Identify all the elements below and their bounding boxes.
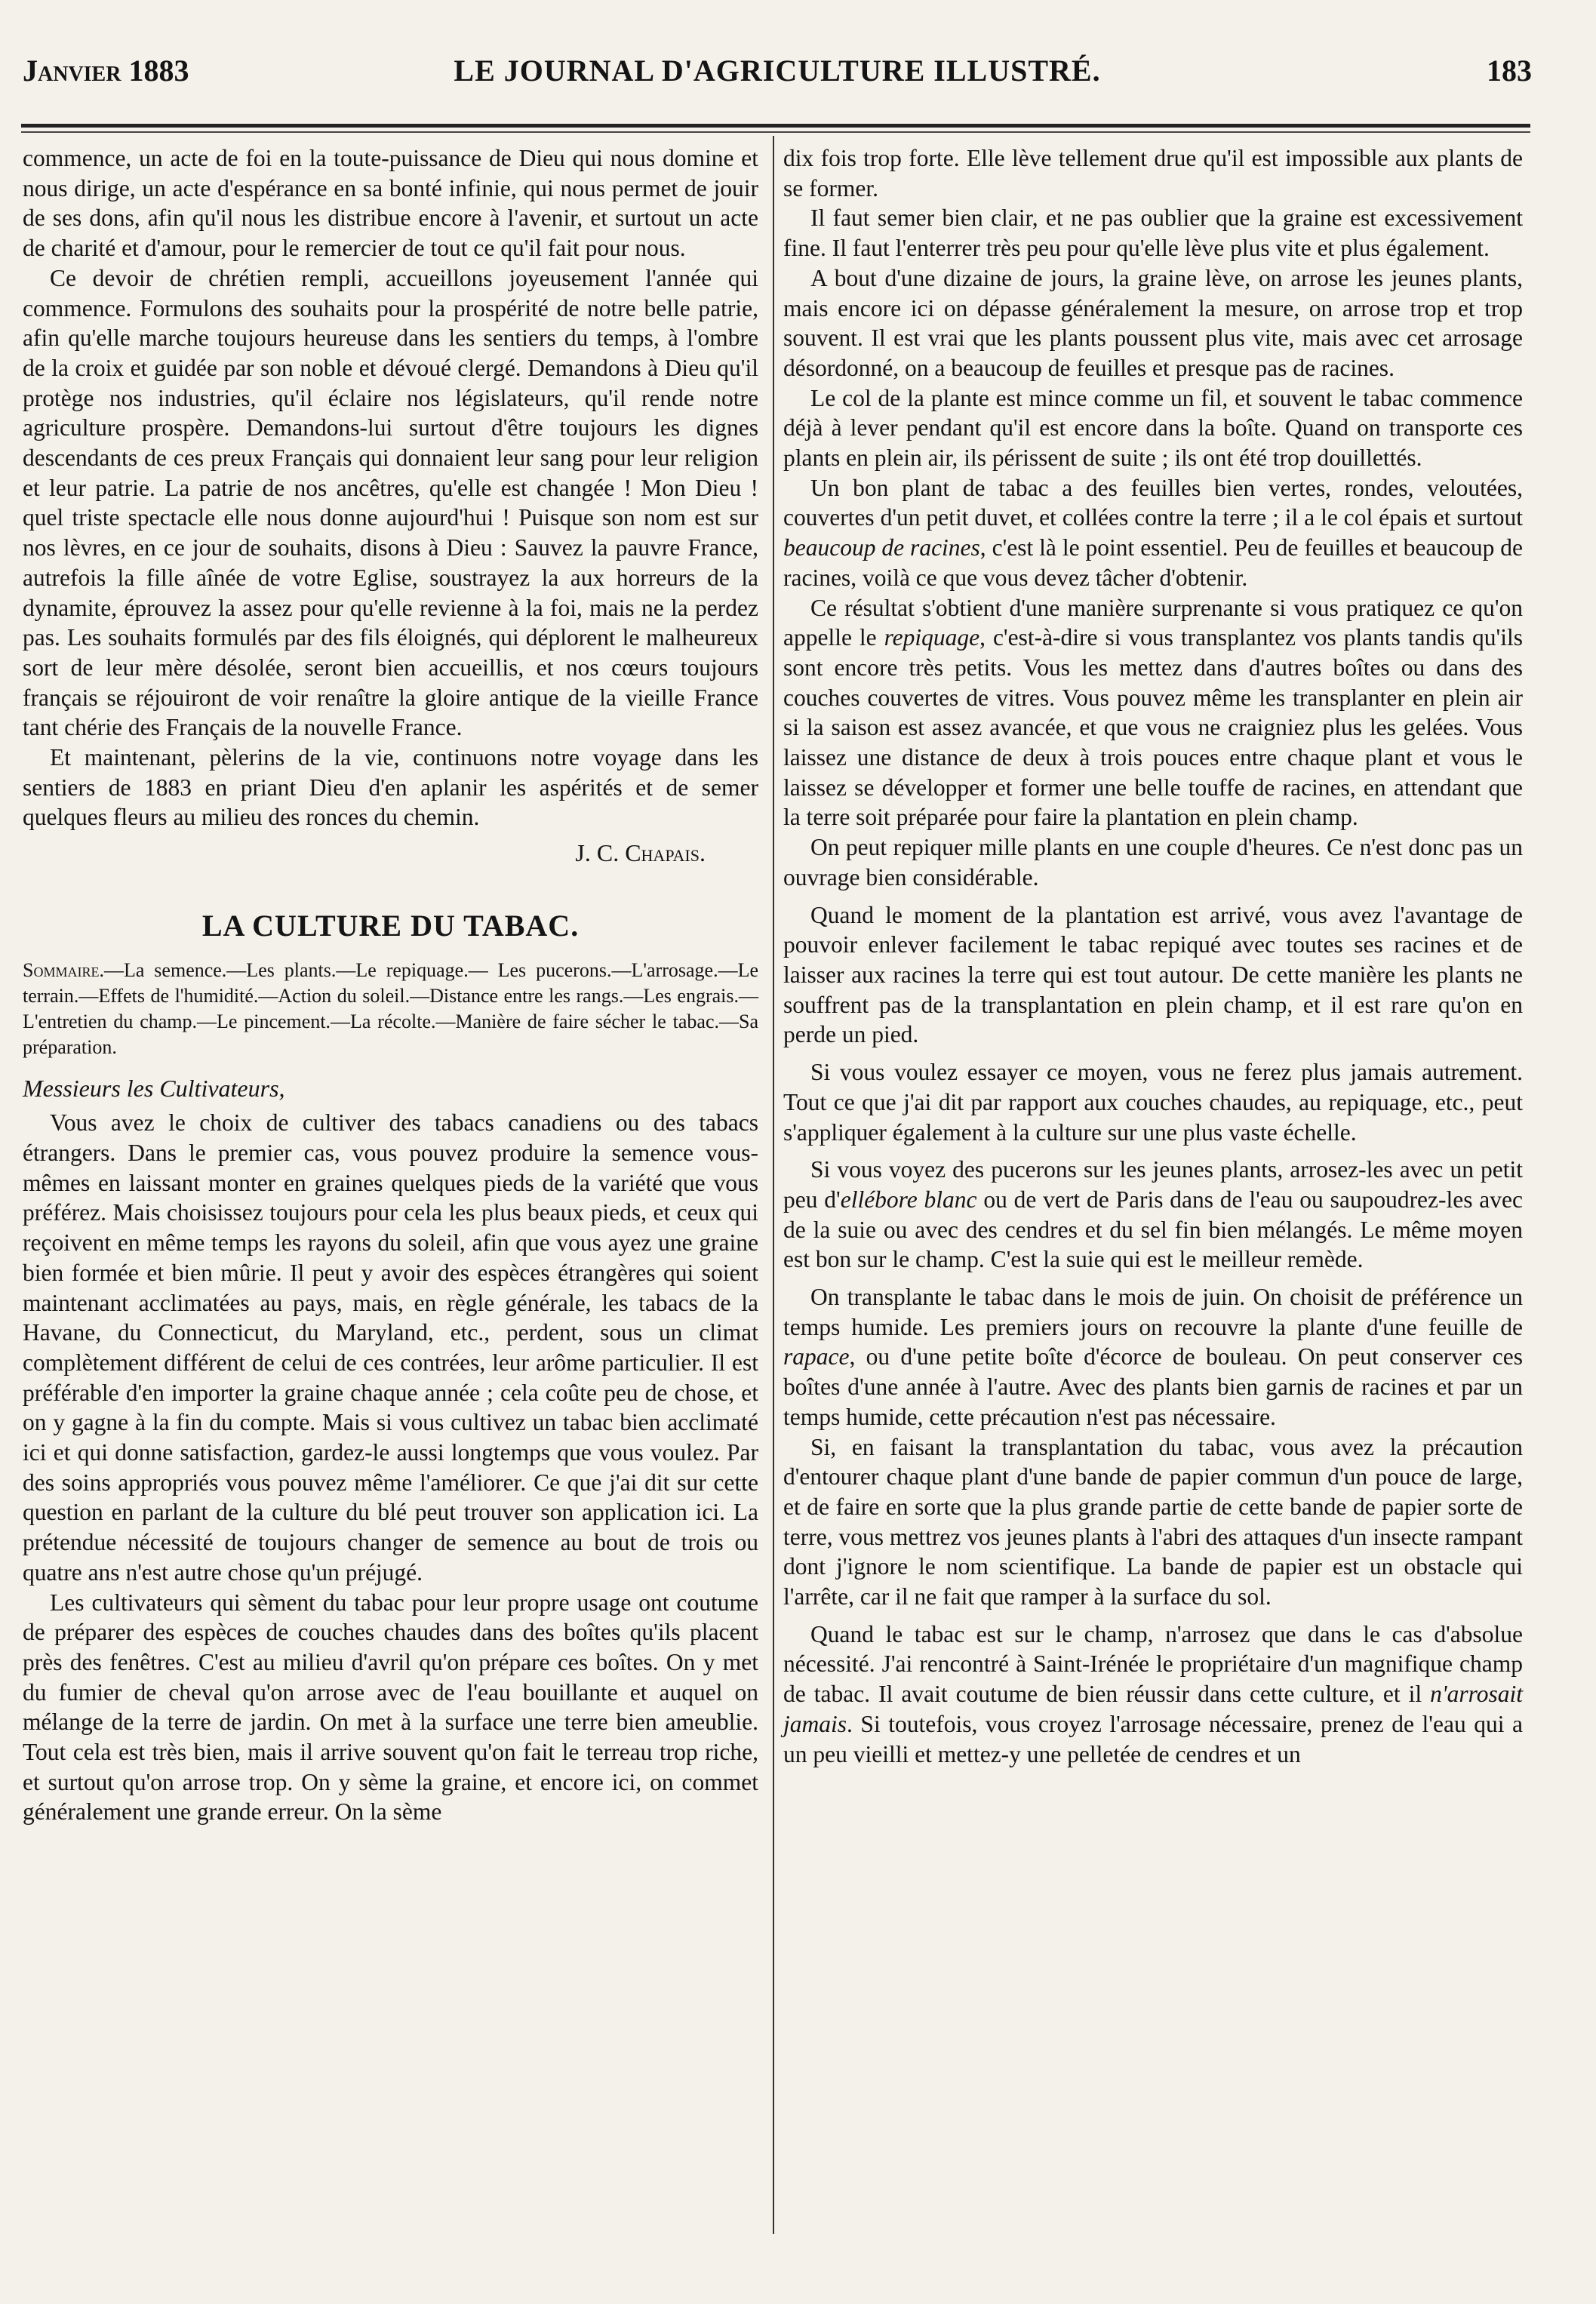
journal-title: LE JOURNAL D'AGRICULTURE ILLUSTRÉ. — [454, 54, 1101, 88]
emphasis: ellébore blanc — [840, 1186, 977, 1213]
header-rule-thin — [21, 131, 1530, 133]
paragraph — [783, 1155, 1523, 1275]
paragraph: Vous avez le choix de cultiver des tabacs canadiens ou des tabacs étrangers. Dans le premier cas, vous pouvez produire la semence vous-mêmes en laissant monter en graines quelques pieds de la variété que vous préférez. Mais choisissez toujours pour cela les plus beaux pieds, et ceux qui reçoivent en même temps les rayons du soleil, afin que vous ayez une graine bien formée et bien mûrie. Il peut y avoir des espèces étrangères qui soient maintenant acclimatées au pays, mais, en règle générale, les tabacs de la Havane, du Connecticut, du Maryland, etc., perdent, sous un climat complètement différent de celui de ces contrées, leur arôme particulier. Il est préférable d'en importer la graine chaque année ; cela coûte peu de chose, et on y gagne à la fin du compte. Mais si vous cultivez un tabac bien acclimaté ici et qui donne satisfaction, gardez-le aussi longtemps que vous voulez. Par des soins appropriés vous pouvez même l'améliorer. Ce que j'ai dit sur cette question en parlant de la culture du blé peut trouver son application ici. La prétendue nécessité de toujours changer de semence au bout de trois ou quatre ans n'est autre chose qu'un préjugé. — [23, 1109, 758, 1586]
paragraph: Si, en faisant la transplantation du tabac, vous avez la précaution d'entourer chaque plant d'une bande de papier commun d'un pouce de large, et de faire en sorte que la plus grande partie de cette bande de papier sorte de terre, vous mettrez vos jeunes plants à l'abri des attaques d'un insecte rampant dont j'ignore le nom scientifique. La bande de papier est un obstacle qui l'arrête, car il ne fait que ramper à la surface du sol. — [783, 1433, 1523, 1610]
left-column — [23, 143, 758, 1827]
page-number: 183 — [1487, 54, 1532, 88]
paragraph — [783, 473, 1523, 593]
text-run: Un bon plant de tabac a des feuilles bien vertes, rondes, veloutées, couvertes d'un petit duvet, et collées contre la terre ; il a le col épais et surtout — [783, 474, 1523, 531]
signature — [23, 838, 758, 869]
text-run: , ou d'une petite boîte d'écorce de bouleau. On peut conserver ces boîtes d'une année à l'autre. Avec des plants bien garnis de racines et par un temps humide, cette précaution n'est pas nécessaire. — [783, 1343, 1523, 1430]
emphasis: repiquage — [884, 624, 980, 651]
paragraph: A bout d'une dizaine de jours, la graine lève, on arrose les jeunes plants, mais encore ici on dépasse généralement la mesure, on arrose trop et trop souvent. Il est vrai que les plants poussent plus vite, mais avec cet arrosage désordonné, on a beaucoup de feuilles et presque pas de racines. — [783, 264, 1523, 381]
text-run: , c'est là le point essentiel. Peu de feuilles et beaucoup de racines, voilà ce que vous devez tâcher d'obtenir. — [783, 534, 1523, 591]
salutation: Messieurs les Cultivateurs, — [23, 1074, 285, 1102]
right-column — [783, 143, 1523, 1769]
text-run: ou de vert de Paris dans de l'eau ou saupoudrez-les avec de la suie ou avec des cendres et du sel fin bien mélangés. Le même moyen est bon sur le champ. C'est la suie qui est le meilleur remède. — [783, 1186, 1523, 1273]
header-date: Janvier 1883 — [23, 54, 189, 88]
summary-text: —La semence.—Les plants.—Le repiquage.— Les pucerons.—L'arrosage.—Le terrain.—Effets de l'humidité.—Action du soleil.—Distance entre les rangs.—Les engrais.—L'entretien du champ.—Le pincement.—La récolte.—Manière de faire sécher le tabac.—Sa préparation. — [23, 958, 758, 1058]
page-header — [23, 47, 1532, 92]
paragraph: Il faut semer bien clair, et ne pas oublier que la graine est excessivement fine. Il faut l'enterrer très peu pour qu'elle lève plus vite et plus également. — [783, 205, 1523, 262]
paragraph — [783, 1620, 1523, 1770]
header-rule — [21, 124, 1530, 128]
paragraph: commence, un acte de foi en la toute-puissance de Dieu qui nous domine et nous dirige, un acte d'espérance en sa bonté infinie, qui nous permet de jouir de ses dons, afin qu'il nous les distribue encore à l'avenir, et surtout un acte de charité et d'amour, pour le remercier de tout ce qu'il fait pour nous. — [23, 145, 758, 262]
signature-initials: J. C. — [575, 839, 620, 867]
article-title: LA CULTURE DU TABAC. — [201, 908, 580, 943]
paragraph — [783, 1282, 1523, 1432]
paragraph: On peut repiquer mille plants en une couple d'heures. Ce n'est donc pas un ouvrage bien considérable. — [783, 834, 1523, 891]
paragraph: Et maintenant, pèlerins de la vie, continuons notre voyage dans les sentiers de 1883 en priant Dieu d'en aplanir les aspérités et de semer quelques fleurs au milieu des ronces du chemin. — [23, 744, 758, 831]
text-run: Ce résultat s'obtient d'une manière surprenante si vous pratiquez ce qu'on appelle le — [783, 594, 1523, 651]
paragraph: Ce devoir de chrétien rempli, accueillons joyeusement l'année qui commence. Formulons des souhaits pour la prospérité de notre belle patrie, afin qu'elle marche toujours heureuse dans les sentiers du temps, à l'ombre de la croix et guidée par son noble et dévoué clergé. Demandons à Dieu qu'il protège nos industries, qu'il éclaire nos législateurs, qu'il rende notre agriculture prospère. Demandons-lui surtout d'être toujours les dignes descendants de ces preux Français qui donnaient leur sang pour leur religion et leur patrie. La patrie de nos ancêtres, qu'elle est changée ! Mon Dieu ! quel triste spectacle elle nous donne aujourd'hui ! Puisque son nom est sur nos lèvres, en ce jour de souhaits, disons à Dieu : Sauvez la pauvre France, autrefois la fille aînée de votre Eglise, soustrayez la aux horreurs de la dynamite, éprouvez la assez pour qu'elle revienne à la foi, mais ne la perdez pas. Les souhaits formulés par des fils éloignés, qui déplorent le malheureux sort de leur mère désolée, seront bien accueillis, et nos cœurs toujours français se réjouiront de voir renaître la gloire antique de la vieille France tant chérie des Français de la nouvelle France. — [23, 264, 758, 741]
text-run: Quand le tabac est sur le champ, n'arrosez que dans le cas d'absolue nécessité. J'ai rencontré à Saint-Irénée le propriétaire d'un magnifique champ de tabac. Il avait coutume de bien réussir dans cette culture, et il — [783, 1620, 1523, 1708]
text-run: . Si toutefois, vous croyez l'arrosage nécessaire, prenez de l'eau qui a un peu vieilli et mettez-y une pelletée de cendres et un — [783, 1710, 1523, 1767]
paragraph: Si vous voulez essayer ce moyen, vous ne ferez plus jamais autrement. Tout ce que j'ai dit par rapport aux couches chaudes, au repiquage, etc., peut s'appliquer également à la culture sur une plus vaste échelle. — [783, 1059, 1523, 1146]
paragraph — [783, 593, 1523, 833]
text-run: , c'est-à-dire si vous transplantez vos plants tandis qu'ils sont encore très petits. Vous les mettez dans d'autres boîtes ou dans des couches couvertes de vitres. Vous pouvez même les transplanter en plein air si la saison est assez avancée, et que vous ne craigniez plus les gelées. Vous laissez une distance de deux à trois pouces entre chaque plant et vous le laissez se développer et former une belle touffe de racines, en attendant que la terre soit préparée pour faire la plantation en plein champ. — [783, 624, 1523, 831]
article-summary — [23, 958, 758, 1060]
text-run: On transplante le tabac dans le mois de juin. On choisit de préférence un temps humide. Les premiers jours on recouvre la plante d'une feuille de — [783, 1284, 1523, 1340]
paragraph: dix fois trop forte. Elle lève tellement drue qu'il est impossible aux plants de se former. — [783, 145, 1523, 201]
column-divider — [773, 136, 774, 2234]
paragraph: Le col de la plante est mince comme un fil, et souvent le tabac commence déjà à lever pendant qu'il est encore dans la boîte. Quand on transporte ces plants en plein air, ils périssent de suite ; ils ont été trop douillettés. — [783, 384, 1523, 472]
emphasis: n'arrosait jamais — [783, 1681, 1523, 1737]
summary-lead: Sommaire. — [23, 958, 104, 981]
signature-name: Chapais. — [625, 839, 706, 867]
emphasis: rapace — [783, 1343, 850, 1370]
paragraph: Les cultivateurs qui sèment du tabac pour leur propre usage ont coutume de préparer des espèces de couches chaudes dans des boîtes qu'ils placent près des fenêtres. C'est au milieu d'avril qu'on prépare ces boîtes. On y met du fumier de cheval qu'on arrose avec de l'eau bouillante et auquel on mélange de la terre de jardin. On met à la surface une terre bien ameublie. Tout cela est très bien, mais il arrive souvent qu'on fait le terreau trop riche, et surtout qu'on arrose trop. On y sème la graine, et encore ici, on commet généralement une grande erreur. On la sème — [23, 1589, 758, 1826]
text-run: Si vous voyez des pucerons sur les jeunes plants, arrosez-les avec un petit peu d' — [783, 1156, 1523, 1213]
emphasis: beaucoup de racines — [783, 534, 980, 561]
paragraph: Quand le moment de la plantation est arrivé, vous avez l'avantage de pouvoir enlever facilement le tabac repiqué avec toutes ses racines et de laisser aux racines la terre qui est tout autour. De cette manière les plants ne souffrent pas de la transplantation en plein champ, et il est rare qu'on en perde un pied. — [783, 901, 1523, 1048]
